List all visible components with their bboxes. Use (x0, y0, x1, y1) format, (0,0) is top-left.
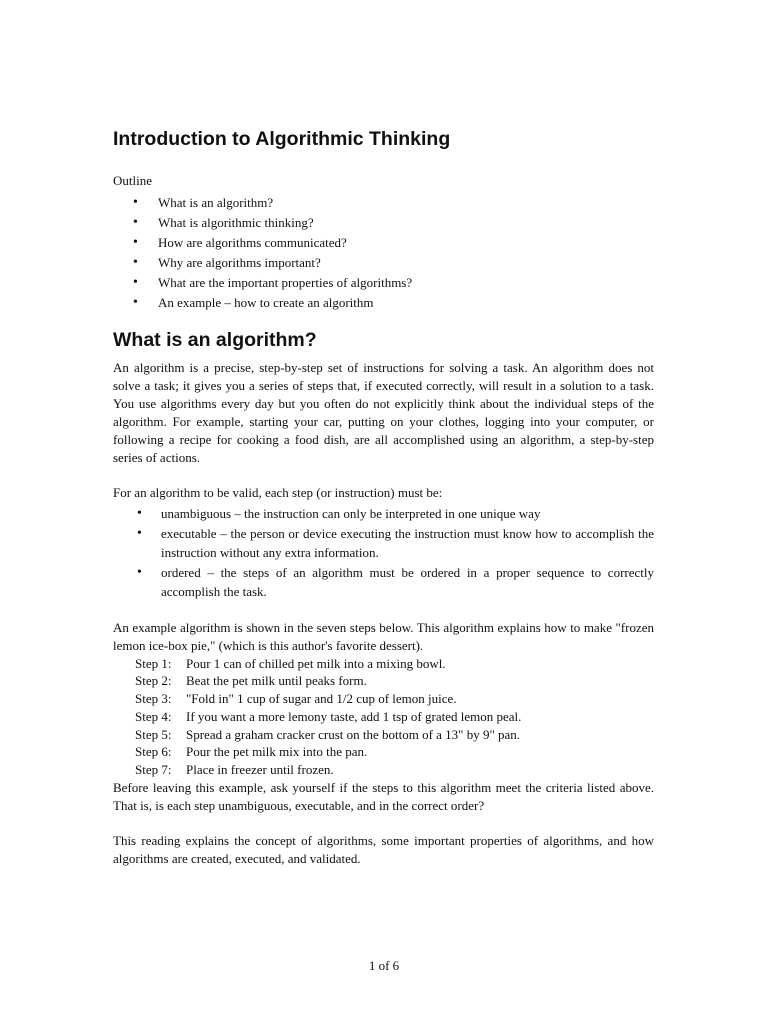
page-content (113, 126, 654, 868)
step-row (135, 743, 654, 761)
page-number: 1 of 6 (368, 958, 400, 973)
document-title: Introduction to Algorithmic Thinking (113, 128, 451, 150)
paragraph-definition: An algorithm is a precise, step-by-step set of instructions for solving a task. An algorithm does not solve a task; it gives you a series of steps that, if executed correctly, will result in a solution to a task. You use algorithms every day but you often do not explicitly think about the individual steps of the algorithm. For example, starting your car, putting on your clothes, logging into your computer, or following a recipe for cooking a food dish, are all accomplished using an algorithm, a step-by-step series of actions. (113, 360, 654, 465)
step-label: Step 7: (135, 762, 172, 778)
step-row (135, 655, 654, 673)
outline-item: • How are algorithms communicated? (113, 233, 654, 253)
step-row (135, 672, 654, 690)
criteria-list (113, 504, 654, 602)
step-label: Step 1: (135, 655, 172, 671)
paragraph-overview: This reading explains the concept of algorithms, some important properties of algorithms, and how algorithms are created, executed, and validated. (113, 833, 654, 867)
outline-list (113, 193, 654, 313)
step-label: Step 6: (135, 744, 172, 760)
criteria-item: • executable – the person or device executing the instruction must know how to accomplish the instruction without any extra information. (113, 524, 654, 563)
step-label: Step 3: (135, 691, 172, 707)
step-text: Pour the pet milk mix into the pan. (186, 744, 368, 760)
outline-item: • What is algorithmic thinking? (113, 213, 654, 233)
step-label: Step 2: (135, 673, 172, 689)
outline-item: • Why are algorithms important? (113, 253, 654, 273)
step-row (135, 690, 654, 708)
step-text: "Fold in" 1 cup of sugar and 1/2 cup of lemon juice. (186, 691, 457, 707)
outline-item: • An example – how to create an algorithm (113, 293, 654, 313)
paragraph-example: An example algorithm is shown in the seven steps below. This algorithm explains how to make "frozen lemon ice-box pie," (which is this author's favorite dessert). (113, 619, 654, 653)
step-label: Step 5: (135, 726, 172, 742)
paragraph-validity: For an algorithm to be valid, each step (or instruction) must be: (113, 485, 443, 500)
criteria-item: • unambiguous – the instruction can only be interpreted in one unique way (113, 504, 654, 524)
step-text: Beat the pet milk until peaks form. (186, 673, 367, 689)
outline-item: • What is an algorithm? (113, 193, 654, 213)
step-text: Spread a graham cracker crust on the bottom of a 13" by 9" pan. (186, 726, 521, 742)
steps-list (135, 655, 654, 780)
paragraph-criteria-check: Before leaving this example, ask yourself if the steps to this algorithm meet the criteria listed above. That is, is each step unambiguous, executable, and in the correct order? (113, 780, 654, 814)
step-row (135, 708, 654, 726)
step-row (135, 726, 654, 744)
step-text: Place in freezer until frozen. (186, 762, 334, 778)
step-text: If you want a more lemony taste, add 1 tsp of grated lemon peal. (186, 708, 522, 724)
step-label: Step 4: (135, 708, 172, 724)
criteria-item: • ordered – the steps of an algorithm must be ordered in a proper sequence to correctly accomplish the task. (113, 563, 654, 602)
step-row (135, 761, 654, 779)
section-heading: What is an algorithm? (113, 329, 317, 351)
step-text: Pour 1 can of chilled pet milk into a mixing bowl. (186, 655, 446, 671)
outline-item: • What are the important properties of algorithms? (113, 273, 654, 293)
outline-label: Outline (113, 173, 152, 188)
